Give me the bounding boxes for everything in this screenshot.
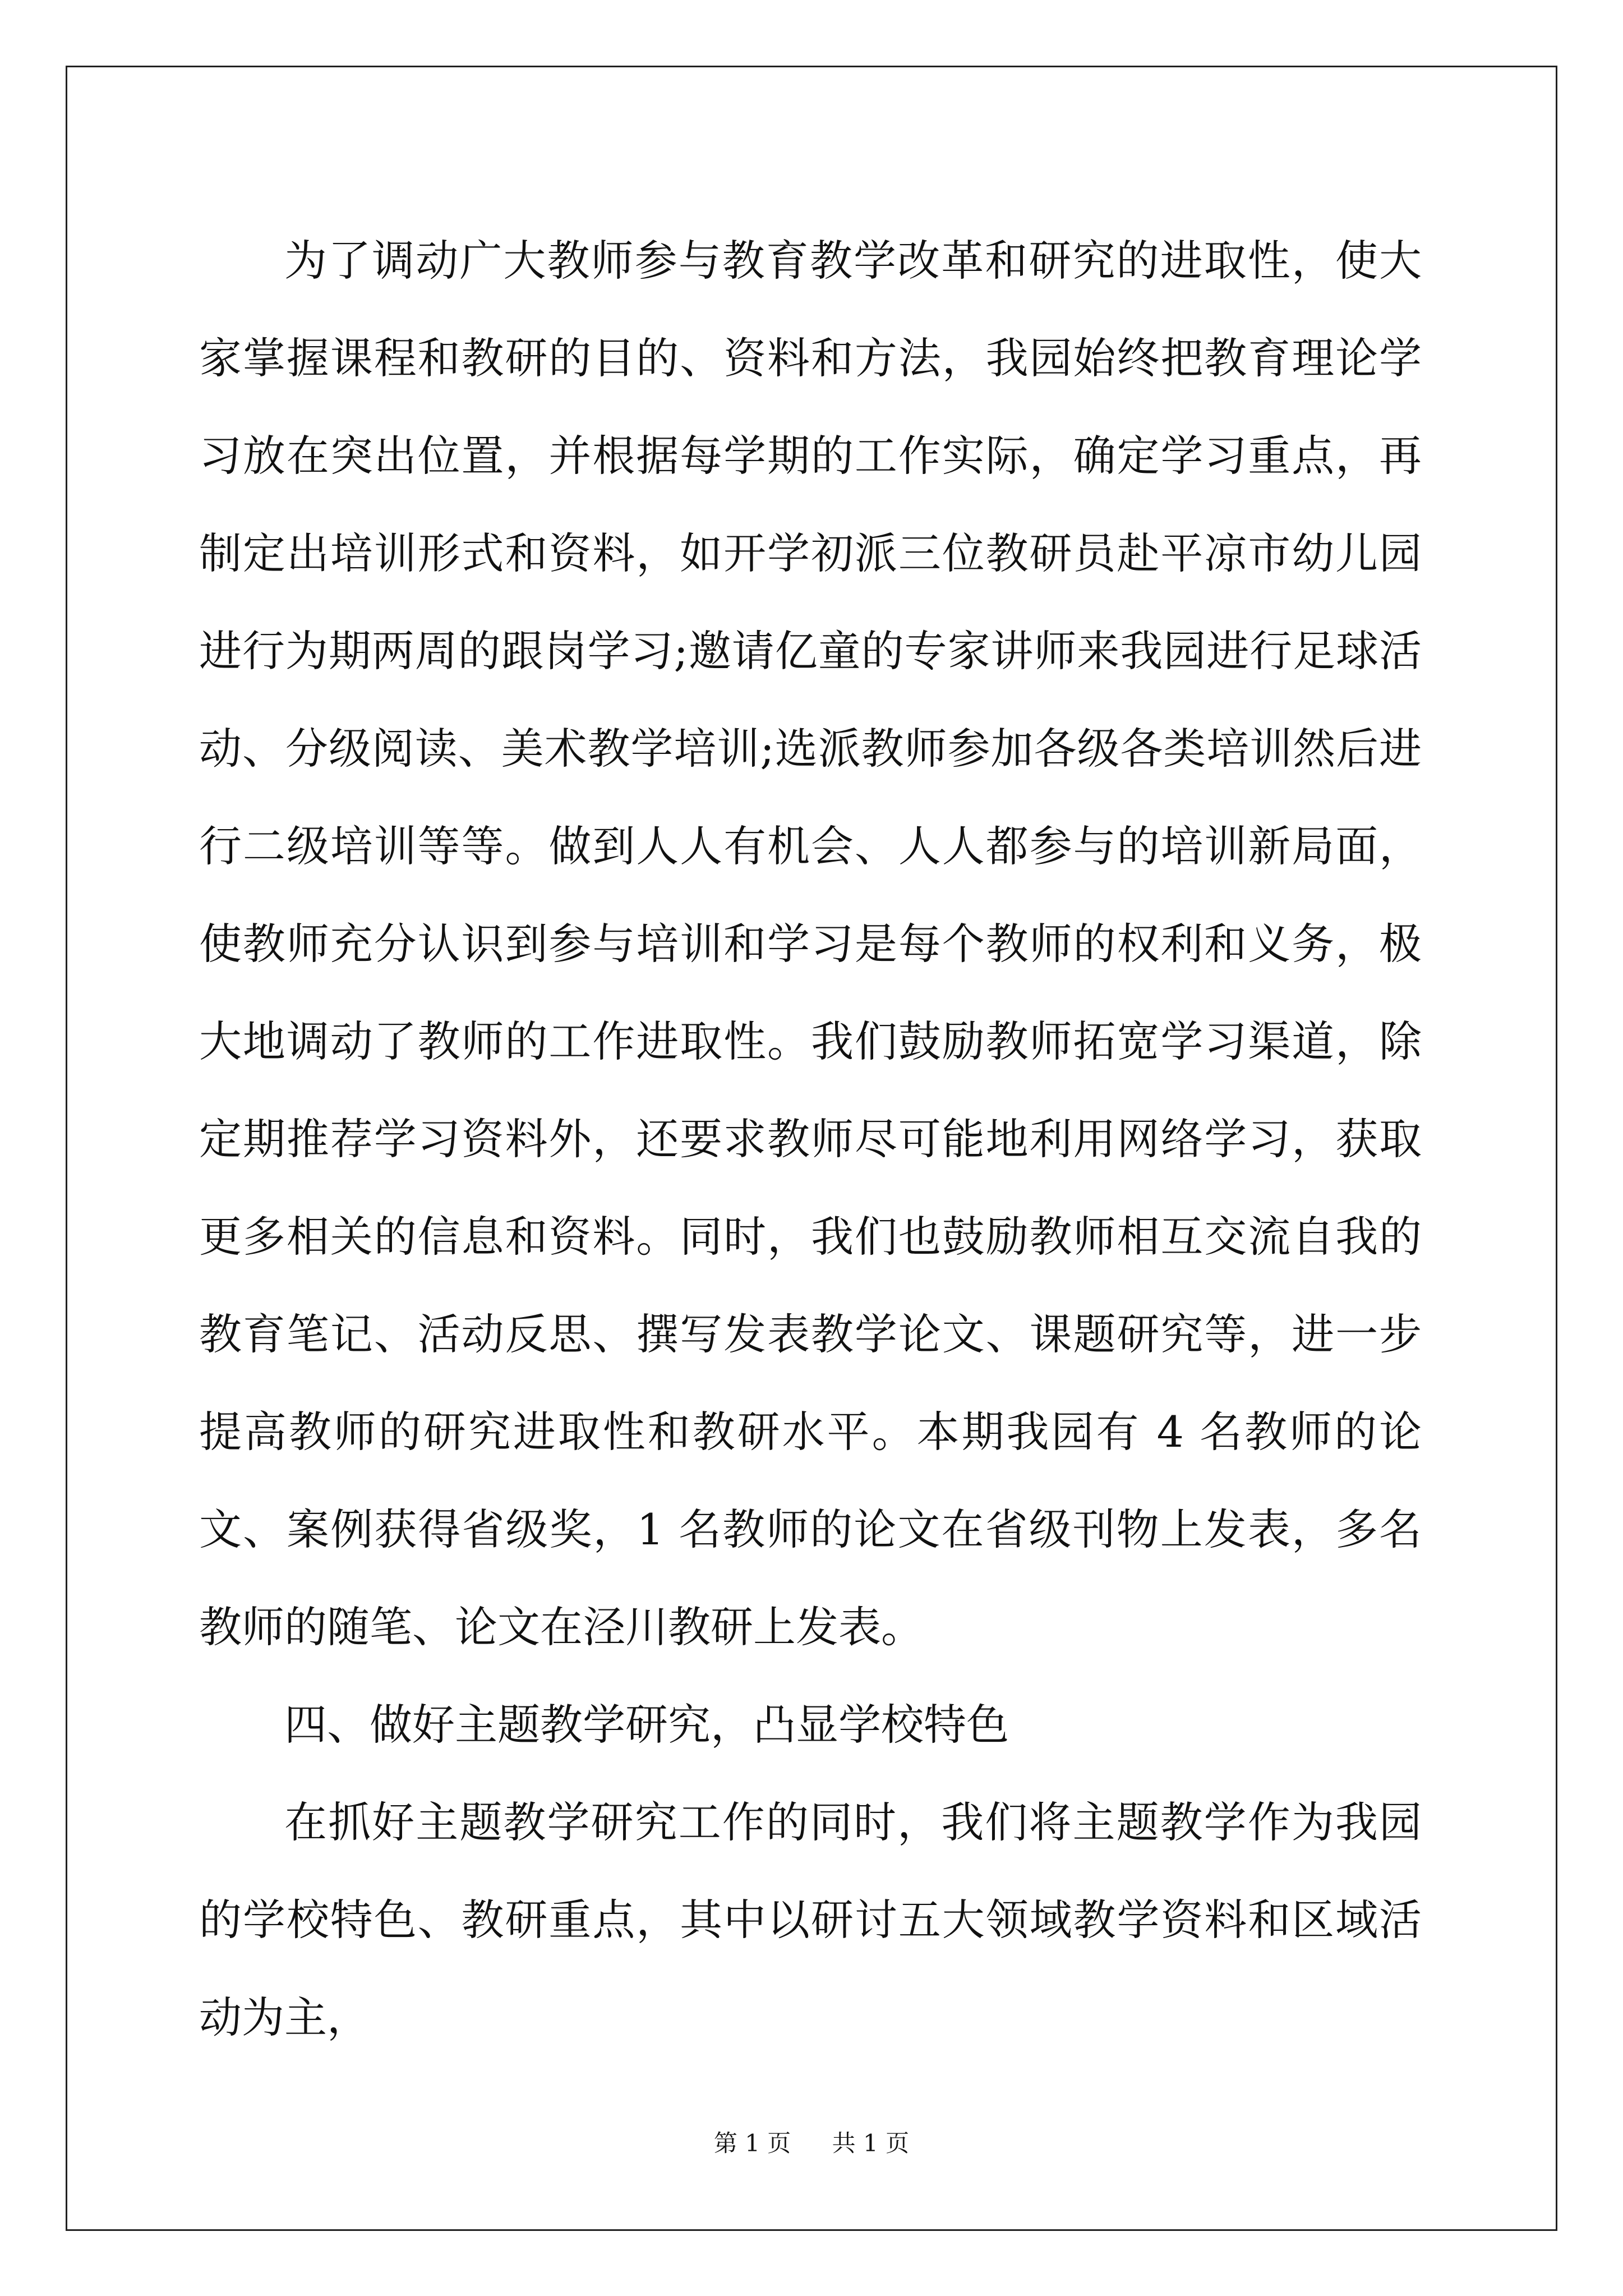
page-footer (0, 2125, 1623, 2159)
section-heading: 四、做好主题教学研究，凸显学校特色 (284, 1700, 1009, 1750)
page-total: 共 1 页 (832, 2129, 910, 2157)
paragraph-2: 在抓好主题教学研究工作的同时，我们将主题教学作为我园的学校特色、教研重点，其中以研讨五大领域教学资料和区域活动为主， (199, 1797, 1422, 2042)
page-number: 第 1 页 (713, 2129, 791, 2157)
paragraph-1: 为了调动广大教师参与教育教学改革和研究的进取性，使大家掌握课程和教研的目的、资料和方法，我园始终把教育理论学习放在突出位置，并根据每学期的工作实际，确定学习重点，再制定出培训形式和资料，如开学初派三位教研员赴平凉市幼儿园进行为期两周的跟岗学习;邀请亿童的专家讲师来我园进行足球活动、分级阅读、美术教学培训;选派教师参加各级各类培训然后进行二级培训等等。做到人人有机会、人人都参与的培训新局面，使教师充分认识到参与培训和学习是每个教师的权利和义务，极大地调动了教师的工作进取性。我们鼓励教师拓宽学习渠道，除定期推荐学习资料外，还要求教师尽可能地利用网络学习，获取更多相关的信息和资料。同时，我们也鼓励教师相互交流自我的教育笔记、活动反思、撰写发表教学论文、课题研究等，进一步提高教师的研究进取性和教研水平。本期我园有 4 名教师的论文、案例获得省级奖，1 名教师的论文在省级刊物上发表，多名教师的随笔、论文在泾川教研上发表。 (199, 236, 1422, 1652)
document-body (199, 212, 1422, 2067)
